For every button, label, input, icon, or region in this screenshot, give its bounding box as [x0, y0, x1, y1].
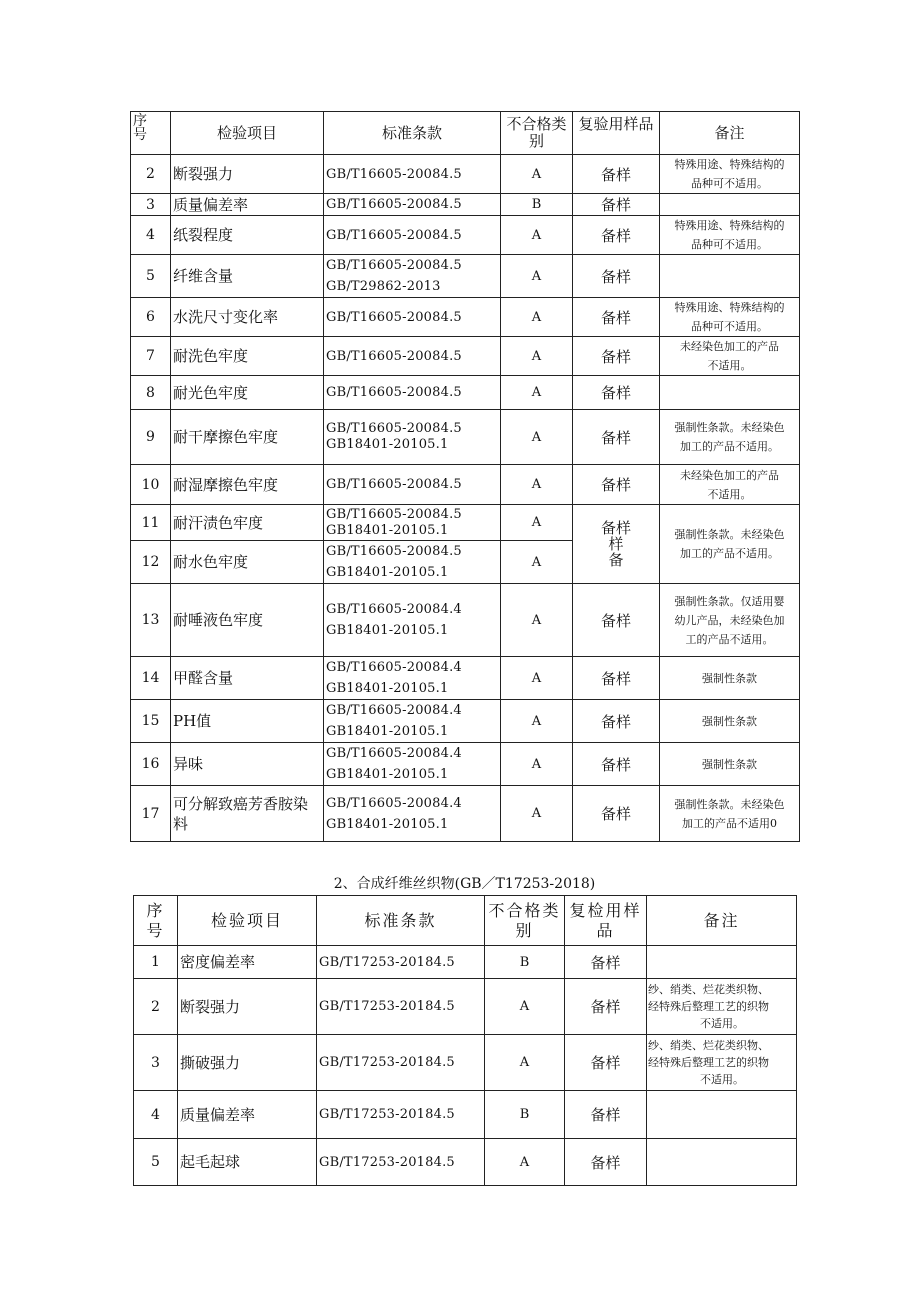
- standard-cell: GB/T16605-20084.5: [324, 337, 501, 376]
- note-cell: 特殊用途、特殊结构的 品种可不适用。: [660, 155, 800, 194]
- sample-cell: 备样: [565, 1035, 647, 1091]
- class-cell: A: [501, 155, 573, 194]
- inspection-table-1: [130, 111, 800, 842]
- sample-cell: 备样: [565, 1091, 647, 1139]
- table-row: [134, 1139, 797, 1186]
- seq-cell: 4: [134, 1091, 178, 1139]
- item-cell: 密度偏差率: [178, 946, 317, 979]
- note-cell: [660, 376, 800, 410]
- standard-cell: GB/T16605-20084.5 GB18401-20105.1: [324, 410, 501, 465]
- table-row: [131, 376, 800, 410]
- table-row: [131, 155, 800, 194]
- item-cell: 水洗尺寸变化率: [171, 298, 324, 337]
- class-cell: A: [501, 584, 573, 657]
- item-cell: 质量偏差率: [178, 1091, 317, 1139]
- header-class: 不合格类 别: [501, 112, 573, 155]
- header-standard: 标准条款: [317, 896, 485, 946]
- table-row: [131, 216, 800, 255]
- item-cell: 可分解致癌芳香胺染 料: [171, 786, 324, 842]
- note-cell: 未经染色加工的产品 不适用。: [660, 465, 800, 505]
- note-cell: [660, 255, 800, 298]
- item-cell: 纤维含量: [171, 255, 324, 298]
- note-cell: 未经染色加工的产品 不适用。: [660, 337, 800, 376]
- table-row: [134, 1091, 797, 1139]
- class-cell: A: [501, 505, 573, 541]
- class-cell: A: [501, 376, 573, 410]
- standard-cell: GB/T16605-20084.5: [324, 376, 501, 410]
- standard-cell: GB/T16605-20084.5: [324, 298, 501, 337]
- item-cell: 撕破强力: [178, 1035, 317, 1091]
- sample-cell: 备样: [573, 410, 660, 465]
- standard-cell: GB/T17253-20184.5: [317, 979, 485, 1035]
- item-cell: 耐水色牢度: [171, 541, 324, 584]
- class-cell: A: [501, 743, 573, 786]
- table-header-row: [131, 112, 800, 155]
- header-standard: 标准条款: [324, 112, 501, 155]
- class-cell: A: [485, 1139, 565, 1186]
- note-cell: 强制性条款: [660, 657, 800, 700]
- section-2-caption: 2、合成纤维丝织物(GB／T17253-2018): [333, 876, 596, 892]
- header-item: 检验项目: [178, 896, 317, 946]
- seq-cell: 6: [131, 298, 171, 337]
- seq-cell: 5: [131, 255, 171, 298]
- class-cell: A: [501, 465, 573, 505]
- class-cell: A: [501, 786, 573, 842]
- standard-cell: GB/T16605-20084.5: [324, 194, 501, 216]
- note-cell: 纱、绡类、烂花类织物、 经特殊后整理工艺的织物 不适用。: [647, 979, 797, 1035]
- seq-cell: 5: [134, 1139, 178, 1186]
- item-cell: 耐干摩擦色牢度: [171, 410, 324, 465]
- class-cell: A: [501, 298, 573, 337]
- note-cell: 强制性条款。未经染色 加工的产品不适用。: [660, 410, 800, 465]
- table-row: [131, 465, 800, 505]
- seq-cell: 15: [131, 700, 171, 743]
- sample-cell: 备样: [573, 337, 660, 376]
- item-cell: PH值: [171, 700, 324, 743]
- sample-cell: 备样: [573, 584, 660, 657]
- class-cell: B: [485, 1091, 565, 1139]
- table-header-row: [134, 896, 797, 946]
- header-note: 备注: [647, 896, 797, 946]
- seq-cell: 8: [131, 376, 171, 410]
- table-row: [134, 1035, 797, 1091]
- seq-cell: 2: [131, 155, 171, 194]
- class-cell: A: [485, 1035, 565, 1091]
- item-cell: 耐唾液色牢度: [171, 584, 324, 657]
- standard-cell: GB/T17253-20184.5: [317, 1035, 485, 1091]
- standard-cell: GB/T17253-20184.5: [317, 946, 485, 979]
- item-cell: 纸裂程度: [171, 216, 324, 255]
- table-row: [134, 979, 797, 1035]
- class-cell: A: [501, 337, 573, 376]
- seq-cell: 10: [131, 465, 171, 505]
- sample-cell: 备样: [573, 657, 660, 700]
- table-row: [131, 194, 800, 216]
- standard-cell: GB/T16605-20084.5: [324, 155, 501, 194]
- note-cell: 特殊用途、特殊结构的 品种可不适用。: [660, 298, 800, 337]
- table-row: [131, 298, 800, 337]
- sample-cell: 备样: [565, 1139, 647, 1186]
- sample-cell: 备样: [565, 946, 647, 979]
- item-cell: 耐汗渍色牢度: [171, 505, 324, 541]
- item-cell: 异味: [171, 743, 324, 786]
- table-row: [131, 657, 800, 700]
- standard-cell: GB/T16605-20084.4 GB18401-20105.1: [324, 786, 501, 842]
- table-row: [131, 743, 800, 786]
- header-item: 检验项目: [171, 112, 324, 155]
- class-cell: A: [501, 216, 573, 255]
- note-cell: 强制性条款。未经染色 加工的产品不适用0: [660, 786, 800, 842]
- note-cell-merged: 强制性条款。未经染色 加工的产品不适用。: [660, 505, 800, 584]
- seq-cell: 7: [131, 337, 171, 376]
- inspection-table-2: [133, 895, 797, 1186]
- table-row: [131, 505, 800, 541]
- header-sample: 复检用样 品: [565, 896, 647, 946]
- seq-cell: 11: [131, 505, 171, 541]
- header-sample: 复验用样品: [573, 112, 660, 155]
- sample-cell-merged: 备样 样 备: [573, 505, 660, 584]
- standard-cell: GB/T16605-20084.4 GB18401-20105.1: [324, 657, 501, 700]
- header-class: 不合格类 别: [485, 896, 565, 946]
- standard-cell: GB/T17253-20184.5: [317, 1139, 485, 1186]
- note-cell: [660, 194, 800, 216]
- table-row: [131, 410, 800, 465]
- sample-cell: 备样: [573, 786, 660, 842]
- sample-cell: 备样: [573, 743, 660, 786]
- table-row: [131, 255, 800, 298]
- seq-cell: 4: [131, 216, 171, 255]
- note-cell: [647, 946, 797, 979]
- standard-cell: GB/T16605-20084.5 GB18401-20105.1: [324, 505, 501, 541]
- item-cell: 断裂强力: [171, 155, 324, 194]
- item-cell: 质量偏差率: [171, 194, 324, 216]
- sample-cell: 备样: [573, 376, 660, 410]
- table-row: [131, 584, 800, 657]
- header-seq: 序 号: [131, 112, 171, 155]
- header-seq: 序 号: [134, 896, 178, 946]
- class-cell: A: [501, 255, 573, 298]
- item-cell: 起毛起球: [178, 1139, 317, 1186]
- seq-cell: 16: [131, 743, 171, 786]
- note-cell: [647, 1139, 797, 1186]
- seq-cell: 17: [131, 786, 171, 842]
- standard-cell: GB/T16605-20084.4 GB18401-20105.1: [324, 743, 501, 786]
- seq-cell: 3: [134, 1035, 178, 1091]
- class-cell: A: [501, 410, 573, 465]
- table-row: [131, 786, 800, 842]
- standard-cell: GB/T16605-20084.5: [324, 216, 501, 255]
- seq-cell: 13: [131, 584, 171, 657]
- item-cell: 甲醛含量: [171, 657, 324, 700]
- note-cell: 强制性条款。仅适用婴 幼儿产品，未经染色加 工的产品不适用。: [660, 584, 800, 657]
- sample-cell: 备样: [573, 216, 660, 255]
- sample-cell: 备样: [573, 194, 660, 216]
- standard-cell: GB/T16605-20084.4 GB18401-20105.1: [324, 584, 501, 657]
- item-cell: 耐湿摩擦色牢度: [171, 465, 324, 505]
- item-cell: 耐洗色牢度: [171, 337, 324, 376]
- class-cell: A: [485, 979, 565, 1035]
- standard-cell: GB/T16605-20084.5: [324, 465, 501, 505]
- class-cell: B: [485, 946, 565, 979]
- sample-cell: 备样: [565, 979, 647, 1035]
- class-cell: A: [501, 657, 573, 700]
- sample-cell: 备样: [573, 298, 660, 337]
- standard-cell: GB/T16605-20084.5 GB18401-20105.1: [324, 541, 501, 584]
- sample-cell: 备样: [573, 255, 660, 298]
- class-cell: A: [501, 700, 573, 743]
- table-row: [134, 946, 797, 979]
- note-cell: [647, 1091, 797, 1139]
- seq-cell: 3: [131, 194, 171, 216]
- seq-cell: 1: [134, 946, 178, 979]
- item-cell: 耐光色牢度: [171, 376, 324, 410]
- standard-cell: GB/T17253-20184.5: [317, 1091, 485, 1139]
- sample-cell: 备样: [573, 155, 660, 194]
- sample-cell: 备样: [573, 700, 660, 743]
- class-cell: B: [501, 194, 573, 216]
- note-cell: 强制性条款: [660, 700, 800, 743]
- item-cell: 断裂强力: [178, 979, 317, 1035]
- seq-cell: 2: [134, 979, 178, 1035]
- note-cell: 纱、绡类、烂花类织物、 经特殊后整理工艺的织物 不适用。: [647, 1035, 797, 1091]
- seq-cell: 14: [131, 657, 171, 700]
- table-row: [131, 337, 800, 376]
- seq-cell: 9: [131, 410, 171, 465]
- class-cell: A: [501, 541, 573, 584]
- sample-cell: 备样: [573, 465, 660, 505]
- seq-cell: 12: [131, 541, 171, 584]
- header-note: 备注: [660, 112, 800, 155]
- note-cell: 强制性条款: [660, 743, 800, 786]
- standard-cell: GB/T16605-20084.5 GB/T29862-2013: [324, 255, 501, 298]
- note-cell: 特殊用途、特殊结构的 品种可不适用。: [660, 216, 800, 255]
- standard-cell: GB/T16605-20084.4 GB18401-20105.1: [324, 700, 501, 743]
- table-row: [131, 700, 800, 743]
